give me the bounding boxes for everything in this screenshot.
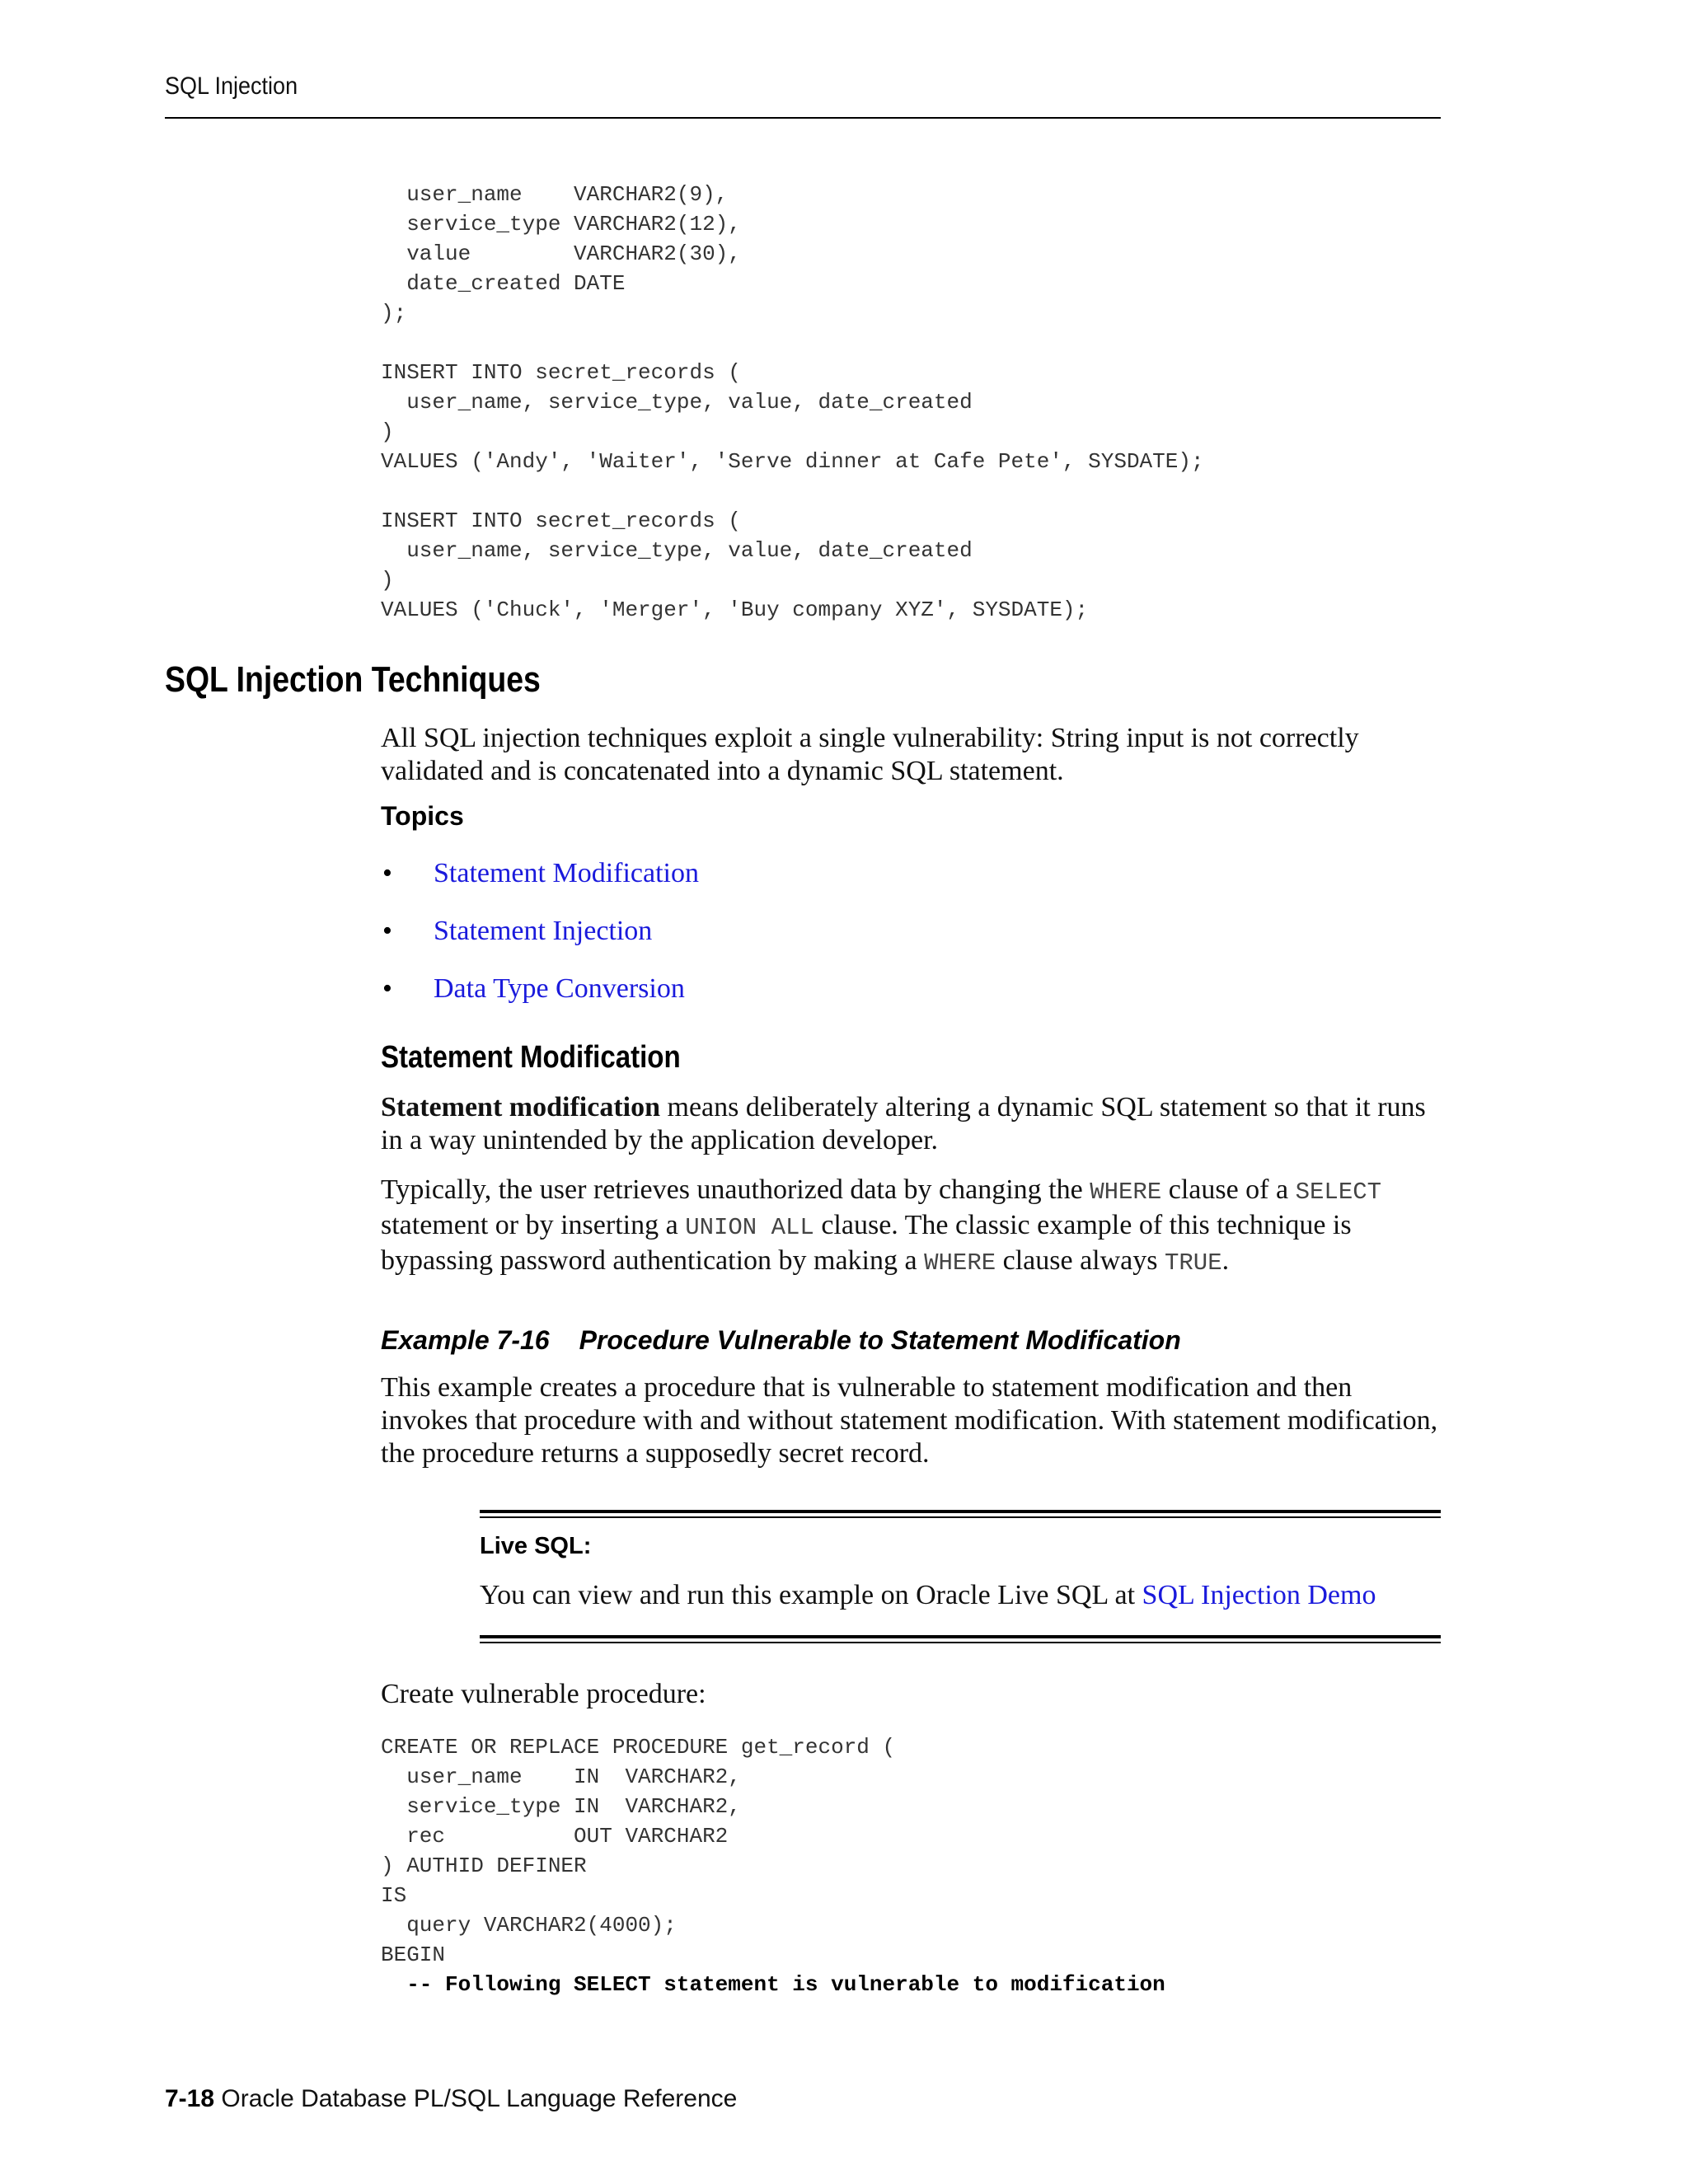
term-bold: Statement modification bbox=[381, 1092, 661, 1122]
code-line: ) bbox=[381, 568, 394, 593]
paragraph-text: clause of a bbox=[1161, 1174, 1296, 1205]
technique-paragraph bbox=[381, 1174, 1444, 1280]
code-block-procedure bbox=[381, 1732, 1165, 1999]
bullet-icon: • bbox=[382, 973, 392, 1004]
paragraph-text: clause. The classic example of this technique is bypassing password authentication by making a bbox=[381, 1210, 1352, 1276]
code-line: date_created DATE bbox=[381, 271, 626, 296]
topic-link-statement-modification[interactable]: Statement Modification bbox=[434, 858, 699, 888]
note-top-rule bbox=[480, 1510, 1441, 1518]
definition-paragraph bbox=[381, 1091, 1444, 1157]
section-intro: All SQL injection techniques exploit a single vulnerability: String input is not correctly validated and is concatenated into a dynamic SQL statement. bbox=[381, 723, 1359, 786]
section-title: SQL Injection Techniques bbox=[165, 659, 541, 700]
running-header: SQL Injection bbox=[165, 73, 298, 100]
code-line: INSERT INTO secret_records ( bbox=[381, 360, 741, 385]
paragraph-text: clause always bbox=[996, 1245, 1165, 1276]
code-block-table-inserts bbox=[381, 180, 1204, 625]
bullet-icon: • bbox=[382, 916, 392, 946]
header-rule bbox=[165, 117, 1441, 119]
note-label: Live SQL: bbox=[480, 1533, 592, 1559]
note-body: You can view and run this example on Oracle Live SQL at bbox=[480, 1580, 1142, 1610]
code-line: user_name VARCHAR2(9), bbox=[381, 182, 729, 207]
example-title: Procedure Vulnerable to Statement Modification bbox=[579, 1325, 1181, 1355]
code-keyword: WHERE bbox=[1090, 1179, 1162, 1206]
code-line: BEGIN bbox=[381, 1943, 446, 1967]
paragraph-text: statement or by inserting a bbox=[381, 1210, 686, 1240]
code-line: CREATE OR REPLACE PROCEDURE get_record ( bbox=[381, 1735, 896, 1760]
note-text bbox=[480, 1579, 1376, 1612]
definition-text: means deliberately altering a dynamic SQL statement so that it runs in a way unintended by the application developer. bbox=[381, 1092, 1426, 1155]
code-line: rec OUT VARCHAR2 bbox=[381, 1824, 729, 1849]
code-comment-line: -- Following SELECT statement is vulnerable to modification bbox=[381, 1972, 1165, 1997]
code-keyword: TRUE bbox=[1165, 1249, 1222, 1277]
code-line: VALUES ('Chuck', 'Merger', 'Buy company XYZ', SYSDATE); bbox=[381, 598, 1089, 622]
code-line: ) bbox=[381, 419, 394, 444]
example-caption bbox=[381, 1325, 1181, 1356]
page-number: 7-18 bbox=[165, 2085, 215, 2112]
paragraph-text: Typically, the user retrieves unauthorized data by changing the bbox=[381, 1174, 1090, 1205]
code-line: value VARCHAR2(30), bbox=[381, 241, 741, 266]
code-line: service_type IN VARCHAR2, bbox=[381, 1794, 741, 1819]
code-keyword: SELECT bbox=[1295, 1179, 1382, 1206]
code-line: service_type VARCHAR2(12), bbox=[381, 212, 741, 237]
code-line: IS bbox=[381, 1883, 407, 1908]
code-line: user_name, service_type, value, date_created bbox=[381, 390, 973, 415]
code-line: query VARCHAR2(4000); bbox=[381, 1913, 677, 1938]
example-description: This example creates a procedure that is vulnerable to statement modification and then invokes that procedure with and without statement modification. With statement modification, the procedure returns a supposedly secret record. bbox=[381, 1372, 1438, 1469]
page-footer bbox=[165, 2085, 737, 2113]
code-keyword: UNION ALL bbox=[685, 1214, 814, 1241]
topics-heading: Topics bbox=[381, 801, 464, 831]
code-line: VALUES ('Andy', 'Waiter', 'Serve dinner at Cafe Pete', SYSDATE); bbox=[381, 449, 1204, 474]
topic-link-data-type-conversion[interactable]: Data Type Conversion bbox=[434, 973, 685, 1004]
code-line: user_name IN VARCHAR2, bbox=[381, 1765, 741, 1789]
topic-link-statement-injection[interactable]: Statement Injection bbox=[434, 916, 653, 946]
code-line: ) AUTHID DEFINER bbox=[381, 1854, 587, 1878]
bullet-icon: • bbox=[382, 858, 392, 888]
code-line: INSERT INTO secret_records ( bbox=[381, 509, 741, 533]
code-line: ); bbox=[381, 301, 407, 326]
code-line: user_name, service_type, value, date_created bbox=[381, 538, 973, 563]
code-keyword: WHERE bbox=[924, 1249, 996, 1277]
example-number: Example 7-16 bbox=[381, 1325, 550, 1355]
procedure-intro: Create vulnerable procedure: bbox=[381, 1679, 706, 1709]
subsection-title: Statement Modification bbox=[381, 1040, 681, 1075]
live-sql-demo-link[interactable]: SQL Injection Demo bbox=[1142, 1580, 1376, 1610]
paragraph-text: . bbox=[1221, 1245, 1230, 1276]
book-title: Oracle Database PL/SQL Language Reference bbox=[221, 2085, 738, 2112]
note-bottom-rule bbox=[480, 1635, 1441, 1643]
